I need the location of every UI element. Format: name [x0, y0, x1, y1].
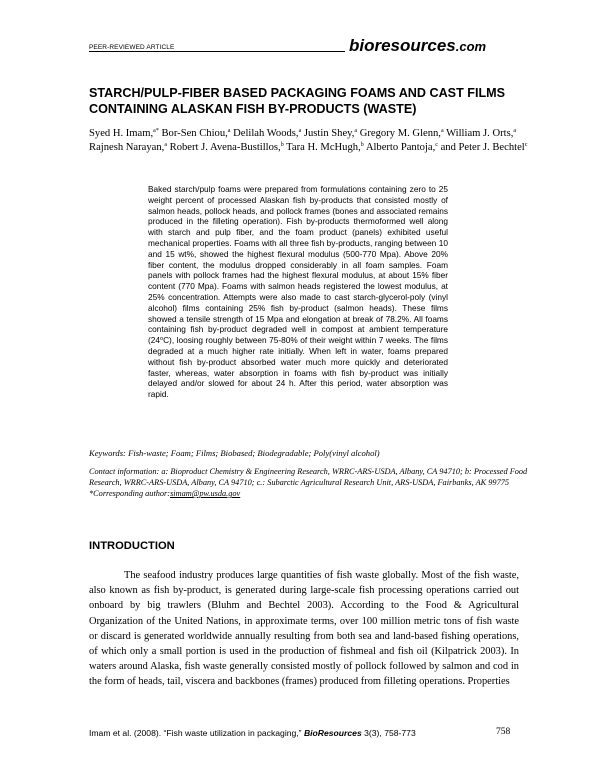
contact-text: Contact information: a: Bioproduct Chemistry & Engineering Research, WRRC-ARS-USDA, Albany, CA 94710; b: Processed Food Research, WRRC-ARS-USDA, Albany, CA 94710; c.: Subarctic Agricultural Research Unit, ARS-USDA, Fairbanks, AK 99775: [89, 467, 528, 487]
footer-journal: BioResources: [303, 728, 362, 738]
degree-mark: o: [160, 336, 164, 343]
author: [441, 142, 528, 153]
author-name: Tara H. McHugh,: [286, 141, 361, 153]
site-domain: .com: [455, 39, 487, 54]
author: [89, 142, 167, 153]
author: [304, 128, 357, 139]
article-title: STARCH/PULP-FIBER BASED PACKAGING FOAMS AND CAST FILMS CONTAINING ALASKAN FISH BY-PRODUCTS (WASTE): [89, 86, 506, 116]
author-affiliation-mark: c: [524, 141, 528, 148]
abstract: [148, 184, 448, 400]
author-name: William J. Orts,: [446, 128, 514, 139]
contact-information: [89, 466, 529, 499]
author: [446, 128, 516, 139]
author: [170, 142, 284, 153]
author-affiliation-mark: b: [360, 141, 364, 148]
footer-citation: [89, 728, 416, 738]
author-name: Bor-Sen Chiou,: [161, 128, 228, 139]
author: [286, 142, 364, 153]
author-name: Rajnesh Narayan,: [89, 141, 165, 153]
author-affiliation-mark: b: [280, 141, 284, 148]
author: [161, 128, 230, 139]
running-header-label: PEER-REVIEWED ARTICLE: [89, 44, 175, 51]
author: [233, 128, 301, 139]
author-name: Gregory M. Glenn,: [359, 128, 441, 139]
author-affiliation-mark: a: [298, 128, 302, 134]
header-rule: [89, 51, 345, 52]
author: [89, 128, 159, 139]
keywords: Keywords: Fish-waste; Foam; Films; Biobased; Biodegradable; Poly(vinyl alcohol): [89, 448, 380, 458]
author-name: and Peter J. Bechtel: [440, 141, 525, 153]
author-affiliation-mark: a: [440, 128, 444, 134]
author-name: Syed H. Imam,: [89, 128, 154, 139]
footer-cite-prefix: Imam et al. (2008). “Fish waste utilization in packaging,”: [89, 728, 302, 738]
journal-site-logo: [349, 36, 486, 56]
author-list: [89, 127, 529, 155]
author-affiliation-mark: a: [227, 128, 231, 134]
author-name: Robert J. Avena-Bustillos,: [169, 141, 281, 153]
abstract-text-2: C), loosing roughly between 75-80% of their weight within 7 weeks. The films degraded at a much higher rate initially. When left in water, foams prepared without fish by-product absorbed water much more quickly and deteriorated faster, whereas, water absorption in foams with fish by-product was initially delayed and/or slowed for about 24 h. After this period, water absorption was rapid.: [148, 335, 448, 400]
author-affiliation-mark: a: [164, 141, 167, 148]
author-affiliation-mark: a: [513, 128, 517, 134]
introduction-paragraph: The seafood industry produces large quantities of fish waste globally. Most of the fish waste, also known as fish by-product, is generated during large-scale fish processing operations carried out onboard by big trawlers (Bluhm and Bechtel 2003). According to the Food & Agricultural Organization of the United Nations, in approximate terms, over 100 million metric tons of fish waste or discard is generated worldwide annually resulting from both sea and land-based fishing operations, of which only a small portion is used in the production of fishmeal and fish oil (Kilpatrick 2003). In waters around Alaska, fish waste generally consisted mostly of pollock followed by salmon and cod in the form of heads, tail, viscera and backbones (frames) produced from filleting operations. Properties: [89, 570, 519, 688]
author-affiliation-mark: c: [435, 141, 438, 148]
author: [360, 128, 444, 139]
page-number: 758: [496, 727, 511, 737]
section-heading-introduction: INTRODUCTION: [89, 540, 175, 552]
site-name: bioresources: [349, 36, 456, 55]
author-affiliation-mark: a*: [153, 128, 159, 134]
abstract-text-1: Baked starch/pulp foams were prepared from formulations containing zero to 25 weight percent of processed Alaskan fish by-products that consisted mostly of salmon heads, pollock heads, and pollock frames (bones and associated remains produced in the filleting operation). Fish by-products thermoformed well along with starch and pulp fiber, and the foam product (panels) exhibited useful mechanical properties. Foams with all three fish by-products, ranging between 10 and 15 wt%, showed the highest flexural modulus (500-770 Mpa). Above 20% fiber content, the modulus dropped considerably in all foam samples. Foam panels with pollock frames had the highest flexural modulus, at about 15% fiber content (770 Mpa). Foams with salmon heads registered the lowest modulus, at 25% concentration. Attempts were also made to cast starch-glycerol-poly (vinyl alcohol) films containing 25% fish by-product (salmon heads). These films showed a tensile strength of 15 Mpa and elongation at break of 78.2%. All foams containing fish by-product degraded well in compost at ambient temperature (24: [148, 184, 448, 346]
author-name: Delilah Woods,: [233, 128, 299, 139]
author-name: Justin Shey,: [303, 128, 355, 139]
footer-cite-suffix: 3(3), 758-773: [364, 728, 416, 738]
corresponding-email-link[interactable]: simam@pw.usda.gov: [170, 489, 241, 498]
author: [366, 142, 438, 153]
author-name: Alberto Pantoja,: [365, 141, 436, 153]
corresponding-author-label: *Corresponding author:: [89, 489, 171, 498]
author-affiliation-mark: a: [354, 128, 358, 134]
